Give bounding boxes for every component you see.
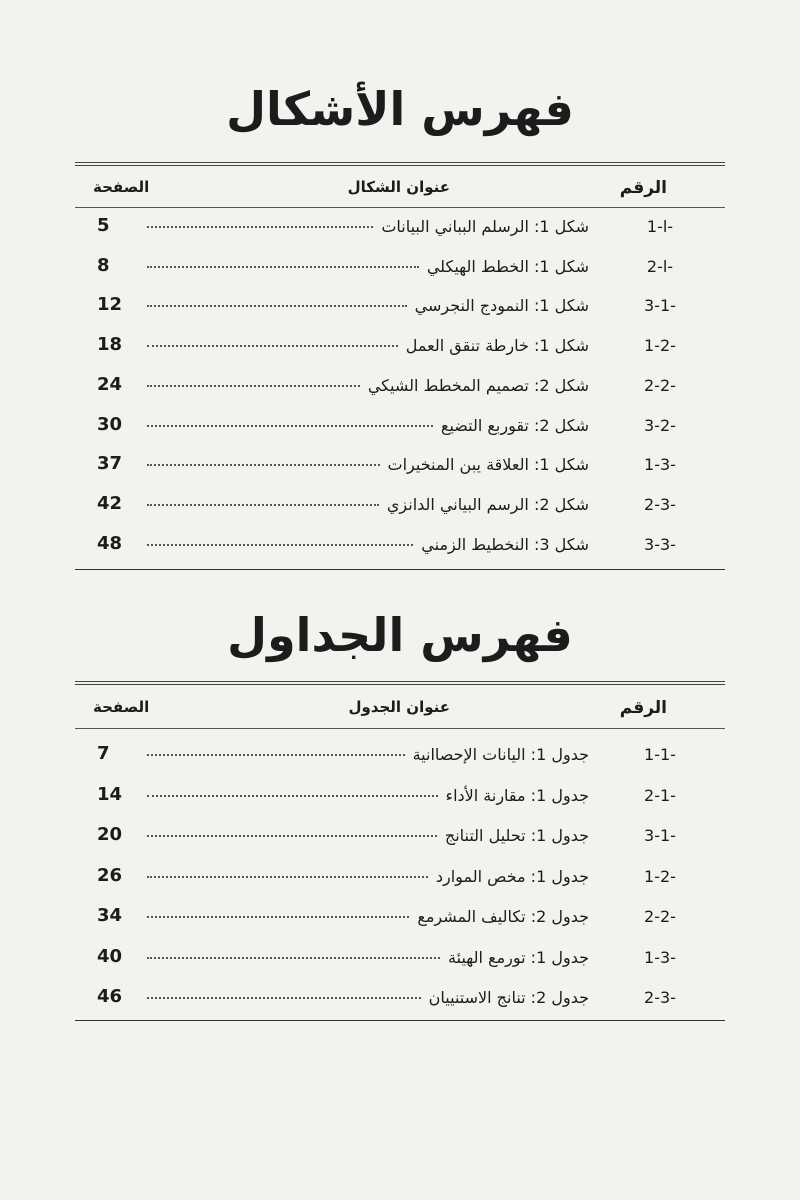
figure-row-title[interactable]: شكل 1: الرسلم البباني البيانات [381,217,589,236]
table-row-entry [139,867,589,886]
table-row-number: 2-1- [644,785,676,805]
figure-row-title[interactable]: شكل 1: خارطة تنقق العمل [405,336,589,356]
dot-leader [147,503,379,506]
figure-row-number: 1-2- [644,336,676,356]
table-row-page[interactable]: 26 [97,864,123,886]
figure-row-number: 3-1- [644,296,676,316]
figure-row-number: 2-3- [644,494,676,514]
table-row-title[interactable]: جدول 2: تكاليف المشرمع [417,907,589,926]
figure-row-page[interactable]: 18 [97,334,123,356]
table-row-entry [139,826,589,845]
figure-row-entry [139,495,589,514]
figure-row-number: 3-3- [644,534,676,554]
table-row[interactable] [75,822,725,852]
table-row-entry [139,745,589,764]
figure-row-page[interactable]: 24 [97,373,123,395]
dot-leader [147,956,440,959]
dot-leader [147,543,413,546]
table-row-title[interactable]: جدول 1: اليانات الإحصاانية [412,745,589,764]
figure-row-entry [139,455,589,474]
figure-row-entry [139,257,589,276]
figure-row-title[interactable]: شكل 2: الرسم البياني الدانزي [386,494,589,514]
table-row-page[interactable]: 14 [97,783,123,805]
dot-leader [147,834,437,837]
table-row-entry [139,988,589,1007]
figure-row[interactable] [75,292,725,322]
figure-row-title[interactable]: شكل 1: الخطط الهيكلي [426,256,589,276]
tables-header-title: عنوان الجدول [348,698,450,716]
table-row-number: 1-3- [644,947,676,967]
figure-row[interactable] [75,531,725,561]
table-row-number: 3-1- [644,826,676,845]
figure-row-entry [139,376,589,395]
dot-leader [147,875,428,878]
dot-leader [147,225,373,228]
table-row-page[interactable]: 46 [97,986,123,1007]
table-row-title[interactable]: جدول 1: مخص الموارد [435,866,589,886]
table-row-number: 2-2- [644,907,676,926]
table-row-entry [139,948,589,967]
figure-row-page[interactable]: 48 [97,532,123,554]
figure-row[interactable] [75,253,725,283]
tables-index-title: فهرس الجداول [227,608,573,662]
figures-header-rule [75,207,725,208]
table-row-number: 1-2- [644,866,676,886]
table-row-entry [139,907,589,926]
figure-row-title[interactable]: شكل 2: تقوربع التضيع [440,415,589,435]
figure-row-number: 2-2- [644,375,676,395]
dot-leader [147,915,409,918]
dot-leader [147,304,407,307]
figure-row-title[interactable]: شكل 3: النخطيط الزمني [421,534,589,554]
figure-row-page[interactable]: 5 [97,215,110,236]
figure-row-page[interactable]: 12 [97,294,123,316]
dot-leader [147,996,421,999]
table-row[interactable] [75,903,725,933]
tables-header-row [75,690,725,726]
table-row[interactable] [75,944,725,974]
dot-leader [147,794,438,797]
figure-row-page[interactable]: 8 [97,254,110,276]
figure-row[interactable] [75,491,725,521]
table-row-page[interactable]: 7 [97,743,110,764]
figure-row-title[interactable]: شكل 1: النمودج النجرسي [414,296,589,316]
dot-leader [147,384,360,387]
table-row-title[interactable]: جدول 1: تحليل التنانج [444,826,589,845]
dot-leader [147,753,405,756]
figures-index-title: فهرس الأشكال [226,82,574,136]
table-row-page[interactable]: 40 [97,945,123,967]
table-row-page[interactable]: 34 [97,905,123,926]
figure-row[interactable] [75,412,725,442]
tables-header-page: الصفحة [93,698,150,716]
table-row[interactable] [75,863,725,893]
figures-header-title: عنوان الشكال [347,178,450,196]
figure-row[interactable] [75,451,725,481]
figure-row-title[interactable]: شكل 1: العلاقة يبن المنخيرات [387,455,589,475]
figure-row-entry [139,416,589,435]
figure-row-entry [139,296,589,315]
dot-leader [147,463,380,466]
figure-row[interactable] [75,332,725,362]
table-row-entry [139,786,589,805]
figures-header-row [75,170,725,206]
figure-row-page[interactable]: 30 [97,413,123,435]
figure-row-number: 2-l- [646,256,674,276]
table-row-number: 2-3- [644,988,676,1007]
figures-bottom-rule [75,569,725,570]
figure-row-number: 1-3- [644,455,676,475]
figure-row[interactable] [75,372,725,402]
table-row[interactable] [75,782,725,812]
figure-row-title[interactable]: شكل 2: تصميم المخطط الشيكي [367,375,589,395]
tables-header-rule [75,728,725,729]
figure-row-number: 3-2- [644,415,676,435]
tables-top-rule [75,681,725,685]
table-row[interactable] [75,984,725,1014]
dot-leader [147,265,419,268]
figure-row-page[interactable]: 42 [97,492,123,514]
figures-header-page: الصفحة [93,178,150,196]
table-row[interactable] [75,741,725,771]
dot-leader [147,424,433,427]
tables-bottom-rule [75,1020,725,1021]
figures-top-rule [75,162,725,166]
figure-row-entry [139,535,589,554]
dot-leader [147,344,398,347]
figures-header-number: الرقم [619,178,667,198]
table-row-title[interactable]: جدول 1: مقارنة الأداء [445,785,589,805]
figure-row[interactable] [75,213,725,243]
figure-row-number: 1-l- [646,217,674,236]
figure-row-entry [139,336,589,355]
table-row-page[interactable]: 20 [97,824,123,845]
table-row-number: 1-1- [644,745,676,764]
figure-row-page[interactable]: 37 [97,453,123,475]
table-row-title[interactable]: جدول 1: تورمع الهيئة [448,947,589,967]
figure-row-entry [139,217,589,236]
tables-header-number: الرقم [619,698,667,718]
table-row-title[interactable]: جدول 2: تنانج الاستنييان [428,988,589,1007]
